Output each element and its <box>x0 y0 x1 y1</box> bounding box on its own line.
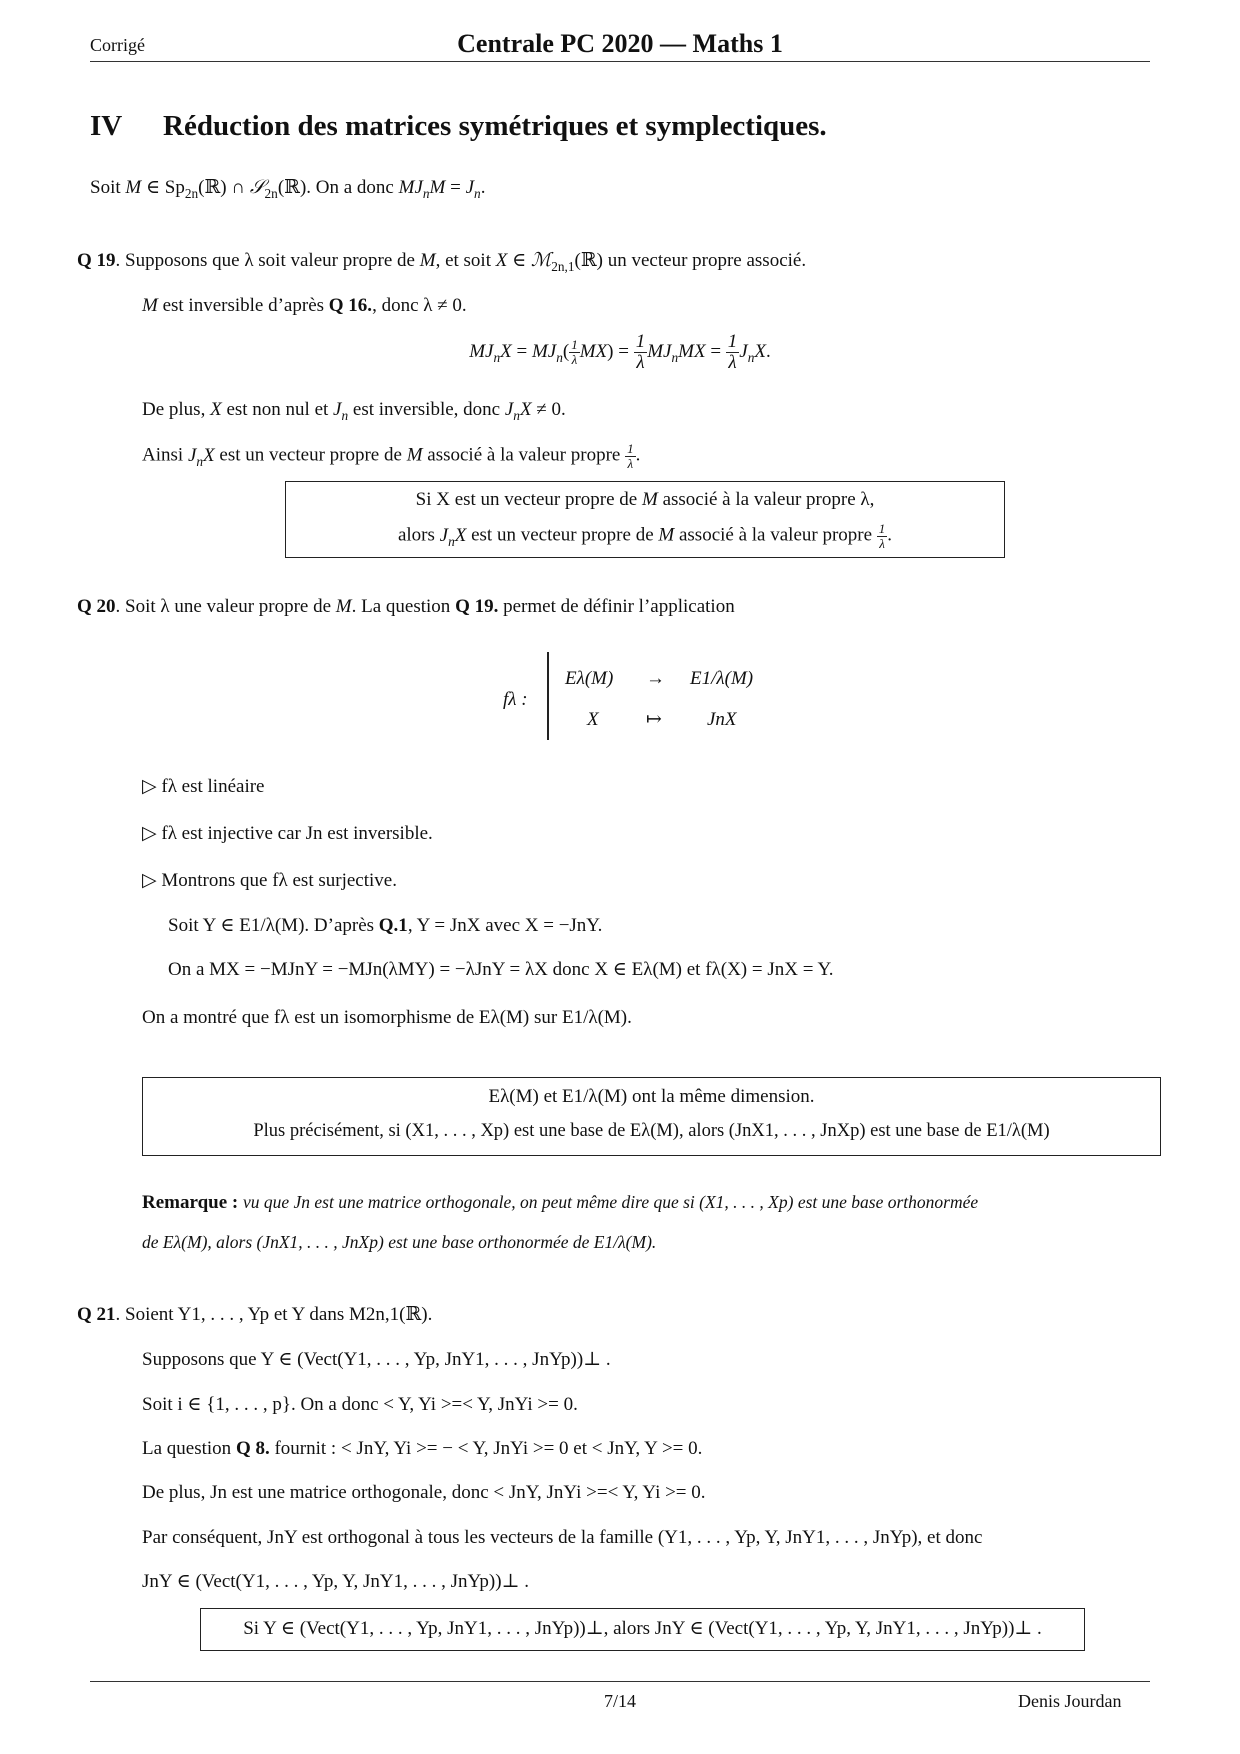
q19-line2: M est inversible d’après Q 16., donc λ ≠ 0. <box>142 295 467 316</box>
q20-conclusion: On a montré que fλ est un isomorphisme de Eλ(M) sur E1/λ(M). <box>142 1007 632 1028</box>
q20-bullet-2: ▷ fλ est injective car Jn est inversible. <box>142 823 433 844</box>
remark-line2: de Eλ(M), alors (JnX1, . . . , JnXp) est une base orthonormée de E1/λ(M). <box>142 1232 657 1252</box>
q19-line5: Ainsi $J_nX$ est un vecteur propre de M associé à la valeur propre $\frac{1}{\lambda}$ . <box>142 441 641 471</box>
section-title <box>90 108 827 144</box>
q19-line1: Q 19. Supposons que λ soit valeur propre de M, et soit X ∈ ℳ$_{2n,1}$(ℝ) un vecteur propre associé. <box>77 250 807 274</box>
remark-label: Remarque : <box>142 1192 239 1213</box>
q21-line5: De plus, Jn est une matrice orthogonale, donc < JnY, JnYi >=< Y, Yi >= 0. <box>142 1482 706 1503</box>
q19-label: Q 19 <box>77 250 116 271</box>
q20-bullet-1: ▷ fλ est linéaire <box>142 776 265 797</box>
q21-label: Q 21 <box>77 1304 116 1325</box>
section-number: IV <box>90 110 123 142</box>
map-arrow: → <box>646 668 665 689</box>
q19-box-line1: Si X est un vecteur propre de M associé à la valeur propre λ, <box>415 489 875 510</box>
q20-bullet-3: ▷ Montrons que fλ est surjective. <box>142 870 397 891</box>
page-number: 7/14 <box>603 1691 636 1711</box>
q19-box-line2: alors $J_nX$ est un vecteur propre de M associé à la valeur propre $\frac{1}{\lambda}$ . <box>397 521 893 551</box>
q19-line4: De plus, X est non nul et $J_n$ est inversible, donc $J_nX \ne 0$. <box>142 399 566 423</box>
map-domain: Eλ(M) <box>565 668 614 689</box>
bullet-triangle-icon: ▷ <box>142 776 157 797</box>
q20-result-box <box>142 1077 1161 1156</box>
map-mapsto: ↦ <box>646 709 662 730</box>
q1-ref: Q.1 <box>378 915 408 936</box>
q21-line4: La question Q 8. fournit : < JnY, Yi >= − < Y, JnYi >= 0 et < JnY, Y >= 0. <box>142 1438 703 1459</box>
map-x: X <box>587 709 599 730</box>
q21-line6: Par conséquent, JnY est orthogonal à tous les vecteurs de la famille (Y1, . . . , Yp, Y, JnY1, . . . , JnYp), et donc <box>142 1527 983 1548</box>
q20-box-line2: Plus précisément, si (X1, . . . , Xp) est une base de Eλ(M), alors (JnX1, . . . , JnXp) est une base de E1/λ(M) <box>253 1121 1050 1141</box>
section-title-text: Réduction des matrices symétriques et symplectiques. <box>163 110 827 142</box>
map-bar <box>547 652 549 740</box>
bullet-triangle-icon: ▷ <box>142 870 157 891</box>
q16-ref: Q 16. <box>328 295 373 316</box>
footer-rule <box>90 1681 1150 1682</box>
q19-ref: Q 19. <box>455 596 499 617</box>
header-left: Corrigé <box>90 35 145 55</box>
bullet-triangle-icon: ▷ <box>142 823 157 844</box>
intro-line: Soit M ∈ $Sp_{2n}(ℝ)$ ∩ 𝒮$_{2n}$(ℝ). On a donc $MJ_nM = J_n$. <box>90 177 486 201</box>
header-title: Centrale PC 2020 — Maths 1 <box>457 29 783 58</box>
q20-box-line1: Eλ(M) et E1/λ(M) ont la même dimension. <box>488 1086 815 1107</box>
intro-math-set: M <box>125 177 142 198</box>
q19-equation: $MJ_nX = MJ_n$( $\frac{1}{\lambda}$ MX) = $\frac{1}{\lambda}$ $MJ_nMX$ = $\frac{1}{\lambda}$ $J_nX$. <box>469 331 771 373</box>
q20-sub-line1: Soit Y ∈ E1/λ(M). D’après Q.1, Y = JnX avec X = −JnY. <box>168 915 603 936</box>
header-rule <box>90 61 1150 62</box>
map-name: fλ : <box>503 689 528 710</box>
q8-ref: Q 8. <box>235 1438 270 1459</box>
q19-result-box <box>285 481 1005 558</box>
map-codomain: E1/λ(M) <box>690 668 754 689</box>
q20-label: Q 20 <box>77 596 116 617</box>
map-image: JnX <box>707 709 737 730</box>
q21-line7: JnY ∈ (Vect(Y1, . . . , Yp, Y, JnY1, . . . , JnYp))⊥ . <box>142 1571 529 1592</box>
q21-line3: Soit i ∈ {1, . . . , p}. On a donc < Y, Yi >=< Y, JnYi >= 0. <box>142 1394 578 1415</box>
q21-box-text: Si Y ∈ (Vect(Y1, . . . , Yp, JnY1, . . . , JnYp))⊥, alors JnY ∈ (Vect(Y1, . . . , Yp, Y, JnY1, . . . , JnYp))⊥ . <box>243 1618 1042 1639</box>
q21-line1: Q 21. Soient Y1, . . . , Yp et Y dans M2n,1(ℝ). <box>77 1304 433 1325</box>
footer-author: Denis Jourdan <box>1018 1691 1122 1711</box>
q20-sub-line2: On a MX = −MJnY = −MJn(λMY) = −λJnY = λX donc X ∈ Eλ(M) et fλ(X) = JnX = Y. <box>168 959 834 980</box>
q21-line2: Supposons que Y ∈ (Vect(Y1, . . . , Yp, JnY1, . . . , JnYp))⊥ . <box>142 1349 611 1370</box>
intro-math-relation: $MJ_nM$ <box>398 177 446 201</box>
q20-line1: Q 20. Soit λ une valeur propre de M. La question Q 19. permet de définir l’application <box>77 596 735 617</box>
remark-line1: Remarque : vu que Jn est une matrice orthogonale, on peut même dire que si (X1, . . . , Xp) est une base orthonormée <box>142 1192 979 1213</box>
q21-result-box <box>200 1608 1085 1651</box>
